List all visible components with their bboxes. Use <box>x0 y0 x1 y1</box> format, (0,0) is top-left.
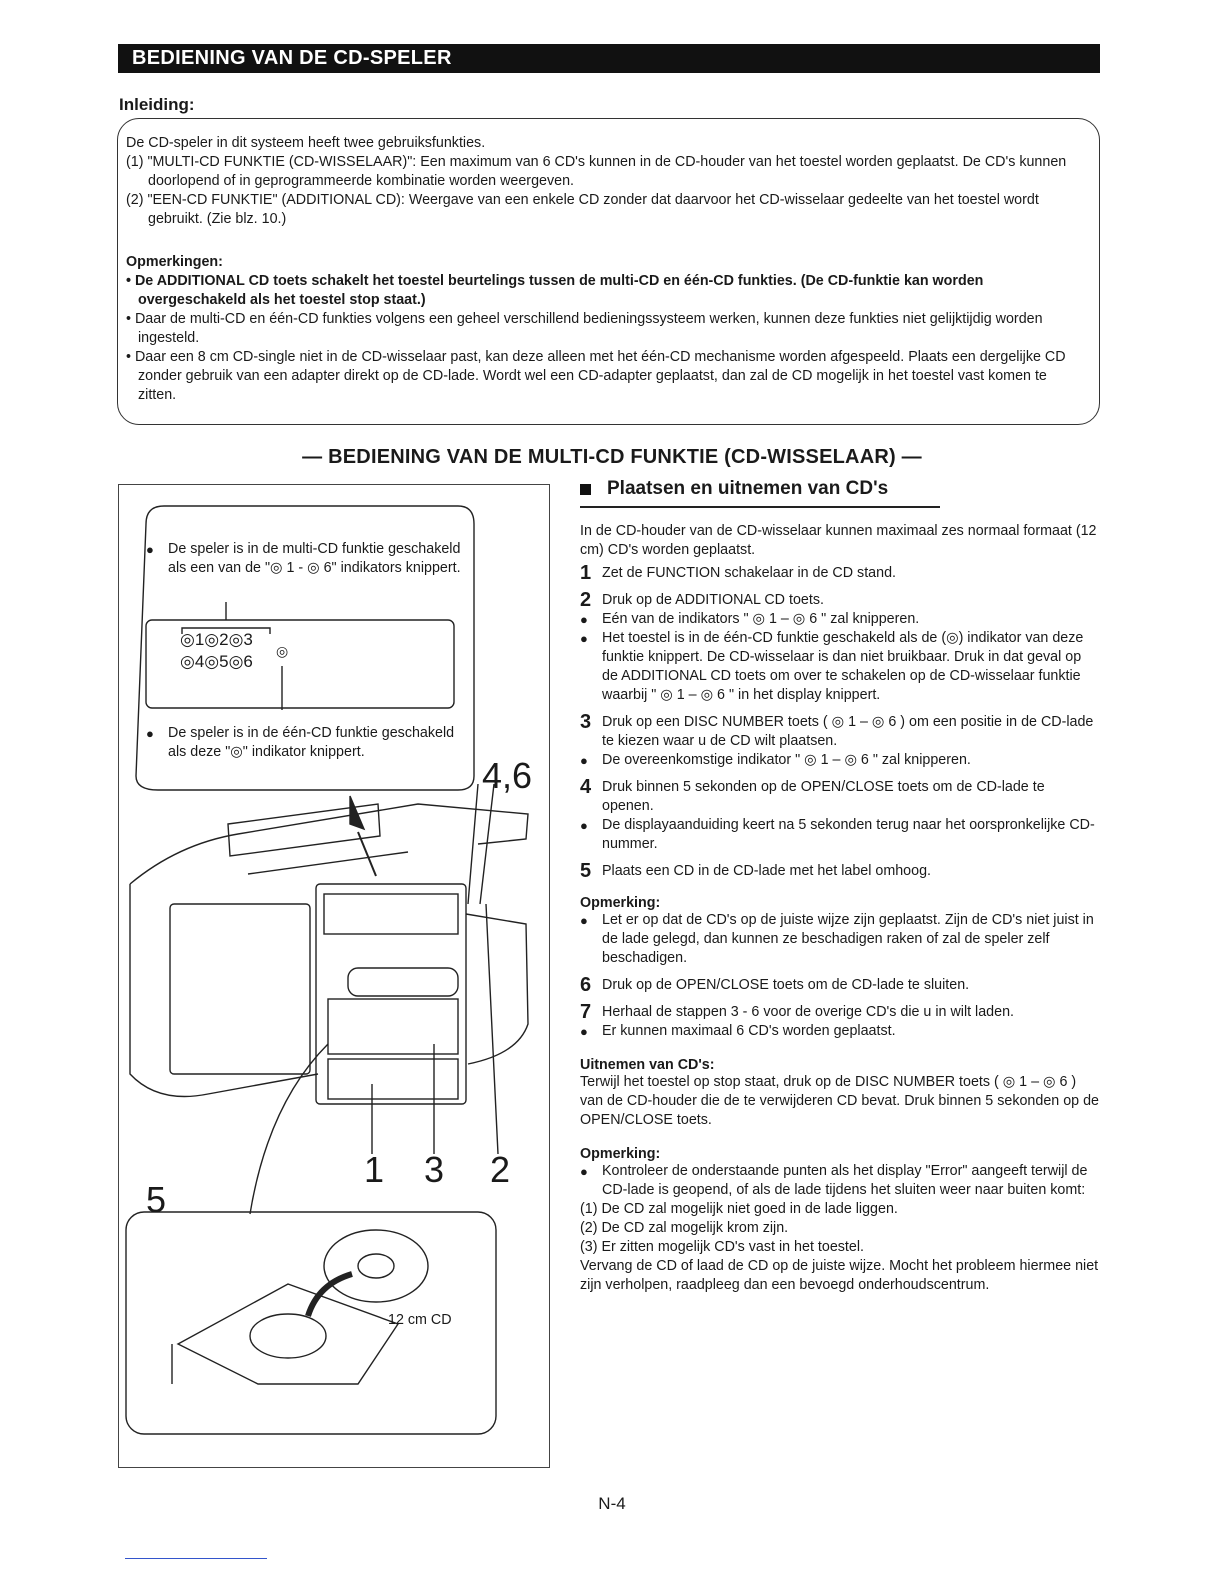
display-row-1: ◎1◎2◎3 <box>180 630 253 649</box>
step-7 <box>580 1003 1100 1022</box>
bullet-icon: ● <box>146 726 154 741</box>
step-4-bullet <box>580 816 1100 854</box>
step-text: Druk op een DISC NUMBER toets ( ◎ 1 – ◎ 6 ) om een positie in de CD-lade te kiezen waar u de CD wilt plaatsen. <box>602 714 1094 749</box>
note-2-end: Vervang de CD of laad de CD op de juiste wijze. Mocht het probleem hiermee niet zijn verholpen, raadpleeg dan een bevoegd onderhoudscentrum. <box>580 1258 1099 1293</box>
intro-notes <box>126 253 1086 405</box>
step-text: Herhaal de stappen 3 - 6 voor de overige CD's die u in wilt laden. <box>602 1004 1015 1020</box>
speaker-right <box>466 914 528 1064</box>
step-4 <box>580 778 1100 816</box>
remove-heading: Uitnemen van CD's: <box>580 1057 715 1073</box>
bullet-icon: ● <box>580 753 588 768</box>
display-row-2: ◎4◎5◎6 <box>180 652 253 671</box>
note-text: Daar de multi-CD en één-CD funkties volgens een geheel verschillend bedieningssysteem werken, kunnen deze funkties niet gelijktijdig worden ingesteld. <box>134 311 1043 346</box>
note-2-bullet <box>580 1162 1100 1200</box>
step-6 <box>580 976 1100 995</box>
cd-disc <box>324 1230 428 1302</box>
step-3 <box>580 713 1100 751</box>
step-text: Plaats een CD in de CD-lade met het label omhoog. <box>602 863 932 879</box>
figure-note-top <box>146 540 464 578</box>
intro-heading: Inleiding: <box>119 95 195 114</box>
bullet-text: Eén van de indikators " ◎ 1 – ◎ 6 " zal knipperen. <box>602 611 920 627</box>
callout-1: 1 <box>364 1149 385 1190</box>
step-1 <box>580 564 1100 583</box>
step-number: 1 <box>580 562 592 584</box>
note-2-list-item: (1) De CD zal mogelijk niet goed in de lade liggen. <box>580 1201 898 1217</box>
speaker-left <box>170 904 310 1074</box>
bullet-text: Het toestel is in de één-CD funktie geschakeld als de (◎) indikator van deze funktie knippert. De CD-wisselaar is dan niet bruikbaar. Druk in dat geval op de ADDITIONAL CD toets om over te schakelen op de CD-wisselaar funktie waarbij " ◎ 1 – ◎ 6 " in het display knippert. <box>602 630 1084 703</box>
bullet-icon: ● <box>146 542 154 557</box>
cd-hole <box>358 1254 394 1278</box>
bullet-icon: ● <box>580 631 588 646</box>
intro-line: De CD-speler in dit systeem heeft twee gebruiksfunkties. <box>126 135 486 151</box>
notes-heading: Opmerkingen: <box>126 254 223 270</box>
page-number: N-4 <box>598 1494 626 1513</box>
step-5 <box>580 862 1100 881</box>
subsection-title-text: Plaatsen en uitnemen van CD's <box>607 478 889 499</box>
arrow-head <box>350 796 364 829</box>
note-1-heading: Opmerking: <box>580 895 661 911</box>
note-text: De ADDITIONAL CD toets schakelt het toestel beurtelings tussen de multi-CD en één-CD funkties. (De CD-funktie kan worden overgeschakeld als het toestel stop staat.) <box>134 273 984 308</box>
note-2-list-item: (2) De CD zal mogelijk krom zijn. <box>580 1220 789 1236</box>
figure-note-bottom <box>146 724 462 762</box>
note-text: Daar een 8 cm CD-single niet in de CD-wisselaar past, kan deze alleen met het één-CD mechanisme worden afgespeeld. Plaats een dergelijke CD zonder gebruik van een adapter direkt op de CD-lade. Wordt wel een CD-adapter geplaatst, dan zal de CD mogelijk in het toestel vast komen te zitten. <box>134 349 1066 403</box>
step-number: 2 <box>580 589 592 611</box>
note-item: • De ADDITIONAL CD toets schakelt het toestel beurtelings tussen de multi-CD en één-CD funkties. (De CD-funktie kan worden overgeschakeld als het toestel stop staat.) <box>126 273 984 308</box>
intro-line: (2) "EEN-CD FUNKTIE" (ADDITIONAL CD): Weergave van een enkele CD zonder dat daarvoor het CD-wisselaar gedeelte van het toestel wordt gebruikt. (Zie blz. 10.) <box>126 192 1039 227</box>
step-2 <box>580 591 1100 610</box>
bullet-text: De overeenkomstige indikator " ◎ 1 – ◎ 6 " zal knipperen. <box>602 752 971 768</box>
step-text: Druk op de ADDITIONAL CD toets. <box>602 592 824 608</box>
note-2-list-item: (3) Er zitten mogelijk CD's vast in het toestel. <box>580 1239 865 1255</box>
remove-text: Terwijl het toestel op stop staat, druk op de DISC NUMBER toets ( ◎ 1 – ◎ 6 ) van de CD-houder die de te verwijderen CD bevat. Druk binnen 5 sekonden op de OPEN/CLOSE toets. <box>580 1074 1099 1128</box>
note-1-bullet <box>580 911 1100 968</box>
step-text: Druk binnen 5 sekonden op de OPEN/CLOSE toets om de CD-lade te openen. <box>602 779 1045 814</box>
bullet-icon: ● <box>580 818 588 833</box>
step-number: 6 <box>580 974 592 996</box>
callout-3: 3 <box>424 1149 445 1190</box>
callout-4-6: 4,6 <box>482 755 533 796</box>
cd-size-label: 12 cm CD <box>388 1312 452 1328</box>
cd-tray <box>178 1284 398 1384</box>
footer-line <box>125 1558 267 1559</box>
cassette-deck <box>328 999 458 1054</box>
step-number: 3 <box>580 711 592 733</box>
note-item: • Daar een 8 cm CD-single niet in de CD-wisselaar past, kan deze alleen met het één-CD mechanisme worden afgespeeld. Plaats een dergelijke CD zonder gebruik van een adapter direkt op de CD-lade. Wordt wel een CD-adapter geplaatst, dan zal de CD mogelijk in het toestel vast komen te zitten. <box>126 349 1066 403</box>
note-top-text: De speler is in de multi-CD funktie geschakeld als een van de "◎ 1 - ◎ 6" indikators knippert. <box>168 541 461 576</box>
intro-paragraph: In de CD-houder van de CD-wisselaar kunnen maximaal zes normaal formaat (12 cm) CD's worden geplaatst. <box>580 523 1097 558</box>
note-bottom-text: De speler is in de één-CD funktie geschakeld als deze "◎" indikator knippert. <box>168 725 455 760</box>
bullet-icon: ● <box>580 612 588 627</box>
callout-5: 5 <box>146 1179 167 1220</box>
step-2-bullet <box>580 629 1100 705</box>
unit-left <box>130 884 318 1097</box>
lid-edge <box>248 852 408 874</box>
step-7-bullet <box>580 1022 1100 1041</box>
disc-number-buttons <box>348 968 458 996</box>
control-buttons <box>328 1059 458 1099</box>
step-text: Druk op de OPEN/CLOSE toets om de CD-lade te sluiten. <box>602 977 970 993</box>
square-bullet-icon <box>580 484 591 495</box>
bullet-icon: ● <box>580 1164 588 1179</box>
display-single: ◎ <box>276 643 289 659</box>
section-header-title: BEDIENING VAN DE CD-SPELER <box>132 47 452 69</box>
tray-recess <box>250 1314 326 1358</box>
callout-2: 2 <box>490 1149 511 1190</box>
section-header-bar <box>118 44 1100 73</box>
bullet-icon: ● <box>580 1024 588 1039</box>
section-title: — BEDIENING VAN DE MULTI-CD FUNKTIE (CD-WISSELAAR) — <box>302 446 922 468</box>
subsection-title <box>580 478 940 508</box>
step-number: 4 <box>580 776 592 798</box>
intro-text <box>126 134 1086 229</box>
step-text: Zet de FUNCTION schakelaar in de CD stand. <box>602 565 896 581</box>
step-number: 5 <box>580 860 592 882</box>
step-3-bullet <box>580 751 1100 770</box>
step-2-bullet <box>580 610 1100 629</box>
callout-leaders <box>372 904 498 1154</box>
cd-display <box>324 894 458 934</box>
intro-line: (1) "MULTI-CD FUNKTIE (CD-WISSELAAR)": Een maximum van 6 CD's kunnen in de CD-houder van het toestel worden geplaatst. De CD's kunnen doorlopend of in geprogrammeerde kombinatie worden weergeven. <box>126 154 1067 189</box>
bullet-text: Kontroleer de onderstaande punten als het display "Error" aangeeft terwijl de CD-lade is geopend, of als de lade tijdens het sluiten weer naar buiten komt: <box>602 1163 1088 1198</box>
step-number: 7 <box>580 1001 592 1023</box>
note-2-heading: Opmerking: <box>580 1146 661 1162</box>
right-column <box>580 478 1100 1295</box>
bullet-text: Er kunnen maximaal 6 CD's worden geplaatst. <box>602 1023 896 1039</box>
center-panel <box>316 884 466 1104</box>
note-item: • Daar de multi-CD en één-CD funkties volgens een geheel verschillend bedieningssysteem werken, kunnen deze funkties niet gelijktijdig worden ingesteld. <box>126 311 1043 346</box>
unit-top <box>130 804 528 884</box>
bullet-text: Let er op dat de CD's op de juiste wijze zijn geplaatst. Zijn de CD's niet juist in de lade gelegd, dan kunnen ze beschadigen raken of zal de speler zelf beschadigen. <box>602 912 1094 966</box>
bullet-icon: ● <box>580 913 588 928</box>
bullet-text: De displayaanduiding keert na 5 sekonden terug naar het oorspronkelijke CD-nummer. <box>602 817 1095 852</box>
